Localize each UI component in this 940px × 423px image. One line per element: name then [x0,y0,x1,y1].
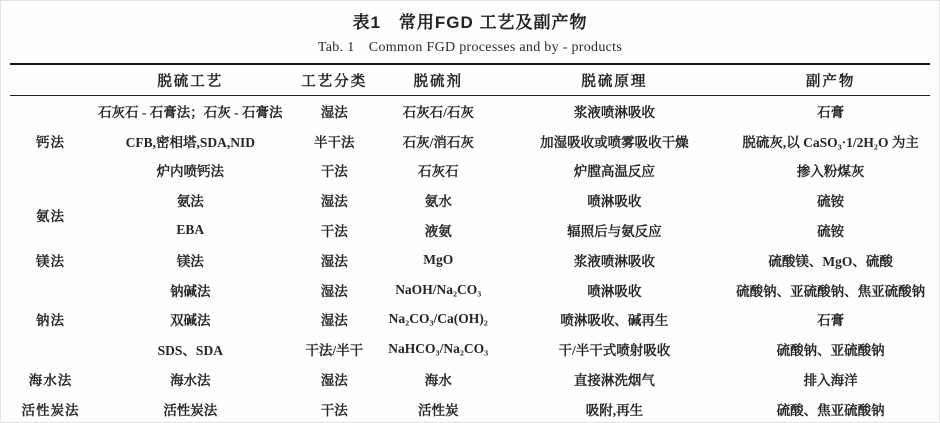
cell-principle: 浆液喷淋吸收 [573,104,655,120]
cell-type: 湿法 [320,253,348,269]
cell-agent: MgO [423,251,454,267]
table-row [10,275,930,305]
cell-byproduct: 排入海洋 [803,373,858,389]
cell-process: 钠碱法 [170,283,211,299]
cell-process: 活性炭法 [163,402,218,418]
cell-process: 双碱法 [170,313,211,329]
cell-principle: 喷淋吸收、碱再生 [560,313,669,329]
cell-principle: 加湿吸收或喷雾吸收干燥 [540,134,689,150]
cell-principle: 浆液喷淋吸收 [573,253,655,269]
category-cell: 活性炭法 [21,402,80,418]
table-row [10,305,930,335]
cell-process: CFB,密相塔,SDA,NID [125,134,255,150]
table-row [10,394,930,423]
cell-process: SDS、SDA [157,343,223,359]
table-title-cn: 表1 常用FGD 工艺及副产物 [352,13,588,32]
category-cell: 钠法 [35,313,65,329]
category-cell: 海水法 [28,373,73,389]
cell-byproduct: 掺入粉煤灰 [796,164,865,180]
cell-agent: 活性炭 [417,402,459,418]
cell-process: 海水法 [170,373,211,389]
table-row [10,364,930,394]
table-row [10,185,930,215]
cell-byproduct: 石膏 [817,104,845,120]
cell-process: 炉内喷钙法 [156,164,225,180]
fgd-process-table [10,63,930,423]
cell-principle: 直接淋洗烟气 [573,373,655,389]
category-cell: 镁法 [35,253,65,269]
cell-type: 湿法 [320,194,348,210]
cell-type: 湿法 [320,283,348,299]
cell-byproduct: 脱硫灰,以 CaSO₃·1/2H₂O 为主 [742,134,919,150]
table-body [10,96,930,423]
table-row [10,334,930,364]
category-cell: 钙法 [35,134,65,150]
cell-principle: 喷淋吸收 [587,283,642,299]
cell-byproduct: 石膏 [817,313,845,329]
cell-agent: NaOH/Na₂CO₃ [395,281,482,297]
category-cell: 氨法 [35,209,65,225]
header-row [10,64,930,96]
cell-type: 湿法 [320,373,348,389]
cell-type: 湿法 [320,313,348,329]
cell-process: 镁法 [176,253,204,269]
table-title-en: Tab. 1 Common FGD processes and by - products [317,40,623,55]
cell-process: 石灰石 - 石膏法；石灰 - 石膏法 [98,104,283,120]
cell-byproduct: 硫铵 [817,224,845,240]
table-header [10,64,930,96]
cell-type: 干法/半干 [305,343,364,359]
cell-byproduct: 硫酸钠、亚硫酸钠 [776,343,885,359]
cell-principle: 辐照后与氨反应 [567,224,662,240]
table-row [10,245,930,275]
cell-principle: 干/半干式喷射吸收 [558,343,671,359]
header-agent: 脱硫剂 [413,73,463,90]
header-principle: 脱硫原理 [581,73,648,90]
cell-agent: 氨水 [424,194,452,210]
cell-type: 干法 [320,224,348,240]
table-row [10,215,930,245]
cell-type: 半干法 [314,134,355,150]
cell-process: 氨法 [176,194,204,210]
cell-byproduct: 硫酸、焦亚硫酸钠 [776,402,885,418]
table-row [10,156,930,186]
cell-byproduct: 硫铵 [817,194,845,210]
cell-type: 干法 [320,164,348,180]
table-row [10,126,930,156]
header-process: 脱硫工艺 [157,73,224,90]
cell-agent: NaHCO₃/Na₂CO₃ [388,341,489,357]
cell-agent: 石灰石 [417,164,459,180]
header-type: 工艺分类 [301,73,368,90]
cell-byproduct: 硫酸镁、MgO、硫酸 [768,253,893,269]
cell-agent: 海水 [424,373,452,389]
cell-principle: 炉膛高温反应 [573,164,655,180]
cell-agent: 石灰/消石灰 [402,134,474,150]
header-byproduct: 副产物 [805,73,856,90]
cell-principle: 吸附,再生 [585,402,644,418]
cell-agent: 液氨 [424,224,452,240]
cell-byproduct: 硫酸钠、亚硫酸钠、焦亚硫酸钠 [736,283,926,299]
table-row [10,96,930,126]
cell-agent: 石灰石/石灰 [402,104,474,120]
header-category [10,64,91,96]
cell-type: 湿法 [320,104,348,120]
cell-agent: Na₂CO₃/Ca(OH)₂ [388,311,488,327]
cell-process: EBA [176,222,205,238]
cell-type: 干法 [320,402,348,418]
cell-principle: 喷淋吸收 [587,194,642,210]
